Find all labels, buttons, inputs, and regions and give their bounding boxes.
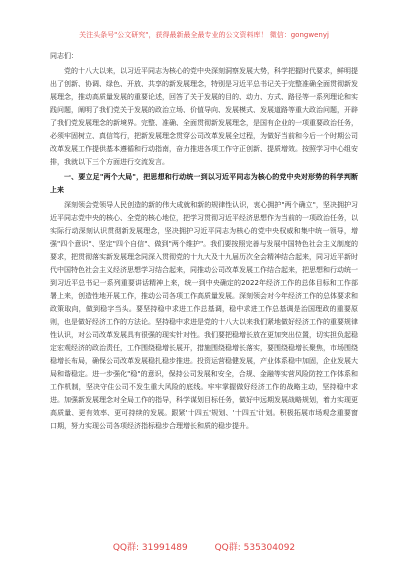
- footer-qq-group-1: QQ群: 31991489: [112, 543, 188, 553]
- section-title: 一、要立足"两个大局"，把思想和行动统一到以习近平同志为核心的党中央对形势的科学判断上来: [50, 173, 358, 194]
- section-paragraph: 深刻领会党领导人民创造的新的伟大成就和新的规律性认识，衷心拥护"两个确立"，坚决拥护习近平同志党中央的核心、全党的核心地位，把学习贯彻习近平经济思想作为当前的一项政治任务，以实际行动深刻认识贯彻新发展理念，坚决拥护习近平同志为核心的党中央权威和集中统一领导，增强"四个意识"、坚定"四个自信"、做到"两个维护"。我们要按照完善与发展中国特色社会主义制度的要求，把贯彻落实新发展理念同深入贯彻党的十九大及十九届历次全会精神结合起来，同习近平新时代中国特色社会主义经济思想学习结合起来，同推动公司改革发展工作结合起来，把思想和行动统一到习近平总书记一系列重要讲话精神上来，统一到中央确定的2022年经济工作的总体目标和工作部署上来，创造性地开展工作，推动公司各项工作高质量发展。深刻领会对今年经济工作的总体要求和政策取向，做到稳字当头。要坚持稳中求进工作总基调，稳中求进工作总基调是治国理政的重要原则，也是做好经济工作的方法论。坚持稳中求进是党的十八大以来我们紧地做好经济工作的重要规律性认识，对公司改革发展具有很强的现实针对性。我们要把稳增长放在更加突出位置，切实担负起稳定宏观经济的政治责任，工作围绕稳增长展开，措施围绕稳增长落实，要围绕稳增长聚焦，市场围绕稳增长布局，确保公司改革发展稳扎稳步推进。投资运营稳健发展，产业体系稳中加固，企业发展大局和谐稳定。进一步强化"稳"的意识，保持公司发展和安全，合规、金融等实营风险防控工作体系和工作机制，坚决守住公司不发生重大风险的底线。牢牢掌握做好经济工作的战略主动，坚持稳中求进。加强新发展理念对全局工作的指导，科学谋划目标任务，做好中远期发展战略规划，着力实现更高质量、更有效率、更可持续的发展。跟紧'十四五'规划、'十四五'计划。积极拓展市场观念重要窗口期，努力实现公司各项经济指标稳步合理增长和质的稳步提升。: [50, 201, 358, 430]
- document-body: [50, 50, 358, 530]
- footer: [0, 541, 408, 555]
- header-banner: 关注头条号"公文研究"，获得最新最全最专业的公文资料库！ 微信：gongwenyj: [79, 31, 329, 39]
- footer-qq-group-2: QQ群: 535304092: [214, 543, 296, 553]
- intro-paragraph: 党的十八大以来，以习近平同志为核心的党中央深刻洞察发展大势，科学把握时代要求，鲜明提出了创新、协调、绿色、开放、共享的新发展理念，特别是习近平总书记关于完整准确全面贯彻新发展理念，推动高质量发展的重要论述，回答了关于发展的目的、动力、方式、路径等一系列理论和实践问题，阐明了我们党关于发展的政治立场、价值导向、发展模式、发展道路等重大政治问题，开辟了我们党发展理念的新境界。完整、准确、全面贯彻新发展理念，是国有企业的一项重要政治任务，必须牢固树立、真信笃行，把新发展理念贯穿公司改革发展全过程，为做好当前和今后一个时期公司改革发展工作提供基本遵循和行动指南，奋力推进各项工作守正创新、提质增效。按照学习中心组安排，我就以下三个方面进行交流发言。: [50, 67, 358, 166]
- salutation: 同志们：: [50, 52, 78, 60]
